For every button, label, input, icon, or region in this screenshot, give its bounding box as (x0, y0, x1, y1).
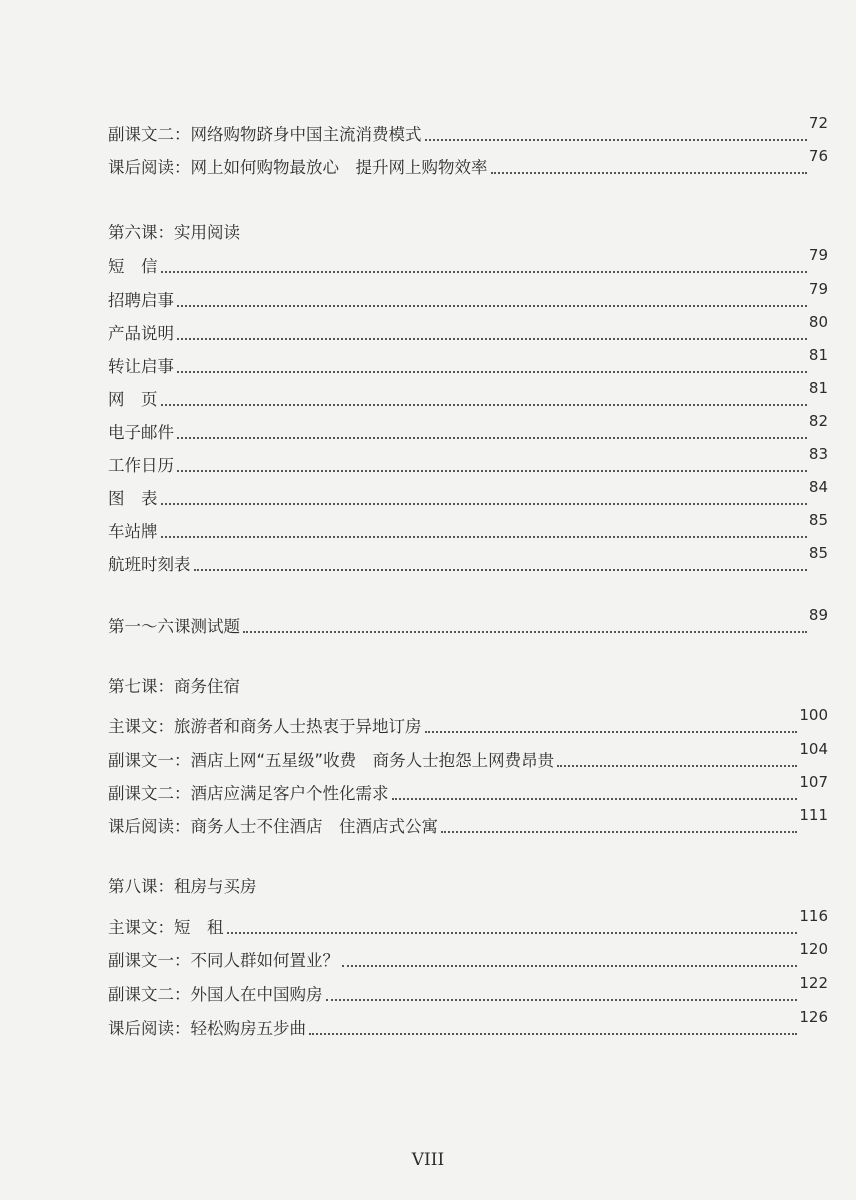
dot-leader (161, 404, 807, 406)
toc-page-number: 84 (808, 478, 828, 496)
page-number-folio: VIII (411, 1150, 445, 1170)
toc-entry-title: 网 页 (108, 390, 158, 409)
toc-entry (108, 147, 828, 179)
dot-leader (194, 569, 807, 571)
toc-entry-title: 课后阅读：商务人士不住酒店 住酒店式公寓 (108, 817, 438, 836)
toc-entry (108, 974, 828, 1006)
toc-entry (108, 740, 828, 772)
toc-page-number: 89 (808, 606, 828, 624)
toc-page-number: 83 (808, 445, 828, 463)
toc-entry (108, 1008, 828, 1040)
section-heading-lesson-6: 第六课：实用阅读 (108, 223, 240, 242)
toc-entry (108, 706, 828, 738)
dot-leader (309, 1033, 797, 1035)
dot-leader (227, 932, 798, 934)
toc-entry (108, 478, 828, 510)
toc-entry-title: 课后阅读：网上如何购物最放心 提升网上购物效率 (108, 158, 488, 177)
section-heading-lesson-8: 第八课：租房与买房 (108, 877, 257, 896)
toc-page-number: 120 (799, 940, 828, 958)
toc-page-number: 122 (799, 974, 828, 992)
dot-leader (161, 503, 807, 505)
section-heading-lesson-7: 第七课：商务住宿 (108, 677, 240, 696)
toc-entry (108, 412, 828, 444)
toc-page-number: 81 (808, 379, 828, 397)
dot-leader (342, 965, 797, 967)
dot-leader (557, 765, 797, 767)
dot-leader (326, 999, 798, 1001)
toc-entry-title: 副课文二：酒店应满足客户个性化需求 (108, 784, 389, 803)
toc-entry (108, 907, 828, 939)
toc-entry-title: 副课文一：酒店上网“五星级”收费 商务人士抱怨上网费昂贵 (108, 751, 555, 770)
toc-entry-title: 主课文：短 租 (108, 918, 224, 937)
dot-leader (177, 437, 807, 439)
toc-entry (108, 544, 828, 576)
toc-entry (108, 346, 828, 378)
dot-leader (177, 470, 807, 472)
toc-entry-title: 副课文二：外国人在中国购房 (108, 985, 323, 1004)
toc-entry-title: 车站牌 (108, 522, 158, 541)
toc-page-number: 79 (808, 246, 828, 264)
toc-page-number: 76 (808, 147, 828, 165)
toc-page-number: 116 (799, 907, 828, 925)
toc-entry-title: 图 表 (108, 489, 158, 508)
toc-page-number: 85 (808, 544, 828, 562)
toc-page-number: 81 (808, 346, 828, 364)
toc-entry-title: 主课文：旅游者和商务人士热衷于异地订房 (108, 717, 422, 736)
toc-entry-title: 招聘启事 (108, 291, 174, 310)
toc-entry (108, 773, 828, 805)
toc-page-number: 82 (808, 412, 828, 430)
toc-page-number: 85 (808, 511, 828, 529)
dot-leader (491, 172, 807, 174)
toc-entry (108, 313, 828, 345)
toc-entry-title: 短 信 (108, 257, 158, 276)
dot-leader (161, 271, 807, 273)
dot-leader (425, 139, 807, 141)
toc-entry (108, 379, 828, 411)
dot-leader (243, 631, 807, 633)
toc-entry-title: 航班时刻表 (108, 555, 191, 574)
toc-page-number: 100 (799, 706, 828, 724)
toc-page-number: 107 (799, 773, 828, 791)
toc-entry (108, 280, 828, 312)
toc-entry (108, 445, 828, 477)
toc-entry-title: 产品说明 (108, 324, 174, 343)
toc-page-number: 126 (799, 1008, 828, 1026)
dot-leader (441, 831, 797, 833)
toc-entry (108, 511, 828, 543)
toc-entry-title: 第一～六课测试题 (108, 617, 240, 636)
dot-leader (392, 798, 798, 800)
toc-entry-test (108, 606, 828, 638)
dot-leader (177, 338, 807, 340)
dot-leader (177, 305, 807, 307)
toc-entry (108, 940, 828, 972)
toc-entry-title: 电子邮件 (108, 423, 174, 442)
toc-page-number: 72 (808, 114, 828, 132)
dot-leader (425, 731, 798, 733)
toc-entry-title: 副课文二：网络购物跻身中国主流消费模式 (108, 125, 422, 144)
dot-leader (161, 536, 807, 538)
toc-entry (108, 806, 828, 838)
dot-leader (177, 371, 807, 373)
toc-entry (108, 114, 828, 146)
toc-page-number: 80 (808, 313, 828, 331)
toc-entry-title: 工作日历 (108, 456, 174, 475)
toc-page-number: 79 (808, 280, 828, 298)
toc-entry-title: 转让启事 (108, 357, 174, 376)
toc-page-number: 104 (799, 740, 828, 758)
toc-entry-title: 课后阅读：轻松购房五步曲 (108, 1019, 306, 1038)
toc-entry-title: 副课文一：不同人群如何置业？ (108, 951, 339, 970)
toc-entry (108, 246, 828, 278)
toc-page-number: 111 (799, 806, 828, 824)
